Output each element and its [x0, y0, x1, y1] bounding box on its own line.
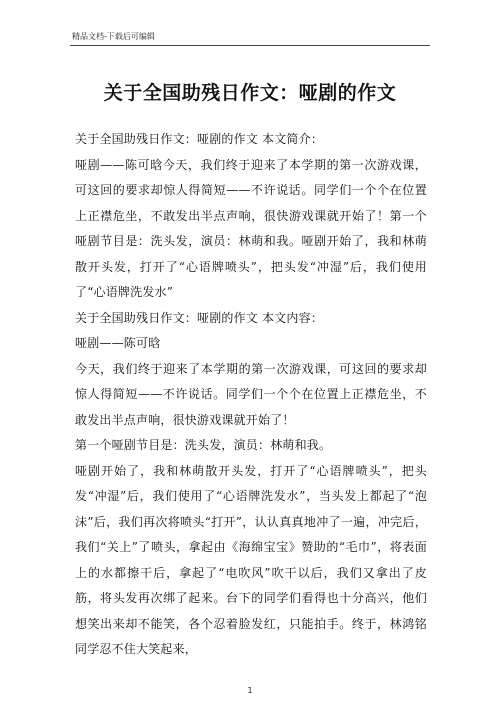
paragraph-content-heading: 关于全国助残日作文：哑剧的作文 本文内容： — [75, 310, 324, 325]
document-title: 关于全国助残日作文：哑剧的作文 — [103, 82, 397, 104]
paragraph-opening: 今天，我们终于迎来了本学期的第一次游戏课，可这回的要求却惊人得简短——不许说话。同学们一个个在位置上正襟危坐，不敢发出半点声响，很快游戏课就开始了！ — [75, 361, 427, 427]
page-header: 精品文档-下载后可编辑 — [72, 32, 155, 41]
paragraph-program: 第一个哑剧节目是：洗头发，演员：林萌和我。 — [75, 438, 332, 452]
paragraph-intro-heading: 关于全国助残日作文：哑剧的作文 本文简介： — [75, 132, 324, 146]
header-rule — [70, 45, 430, 46]
page-number: 1 — [247, 686, 253, 695]
document-body — [75, 127, 427, 663]
paragraph-summary: 哑剧——陈可晗今天，我们终于迎来了本学期的第一次游戏课，可这回的要求却惊人得简短——不许说话。同学们一个个在位置上正襟危坐，不敢发出半点声响，很快游戏课就开始了！第一个哑剧节目是：洗头发，演员：林萌和我。哑剧开始了，我和林萌散开头发，打开了“心语牌喷头”，把头发“冲湿”后，我们使用了“心语牌洗发水” — [75, 157, 427, 299]
paragraph-author: 哑剧——陈可晗 — [75, 336, 161, 350]
paragraph-performance: 哑剧开始了，我和林萌散开头发，打开了“心语牌喷头”，把头发“冲湿”后，我们使用了“心语牌洗发水”，当头发上都起了“泡沫”后，我们再次将喷头“打开”，认认真真地冲了一遍，冲完后，我们“关上”了喷头，拿起由《海绵宝宝》赞助的“毛巾”，将表面上的水都擦干后，拿起了“电吹风”吹干以后，我们又拿出了皮筋，将头发再次绑了起来。台下的同学们看得也十分高兴，他们想笑出来却不能笑，各个忍着脸发红，只能拍手。终于，林鸿铭同学忍不住大笑起来， — [75, 463, 427, 656]
